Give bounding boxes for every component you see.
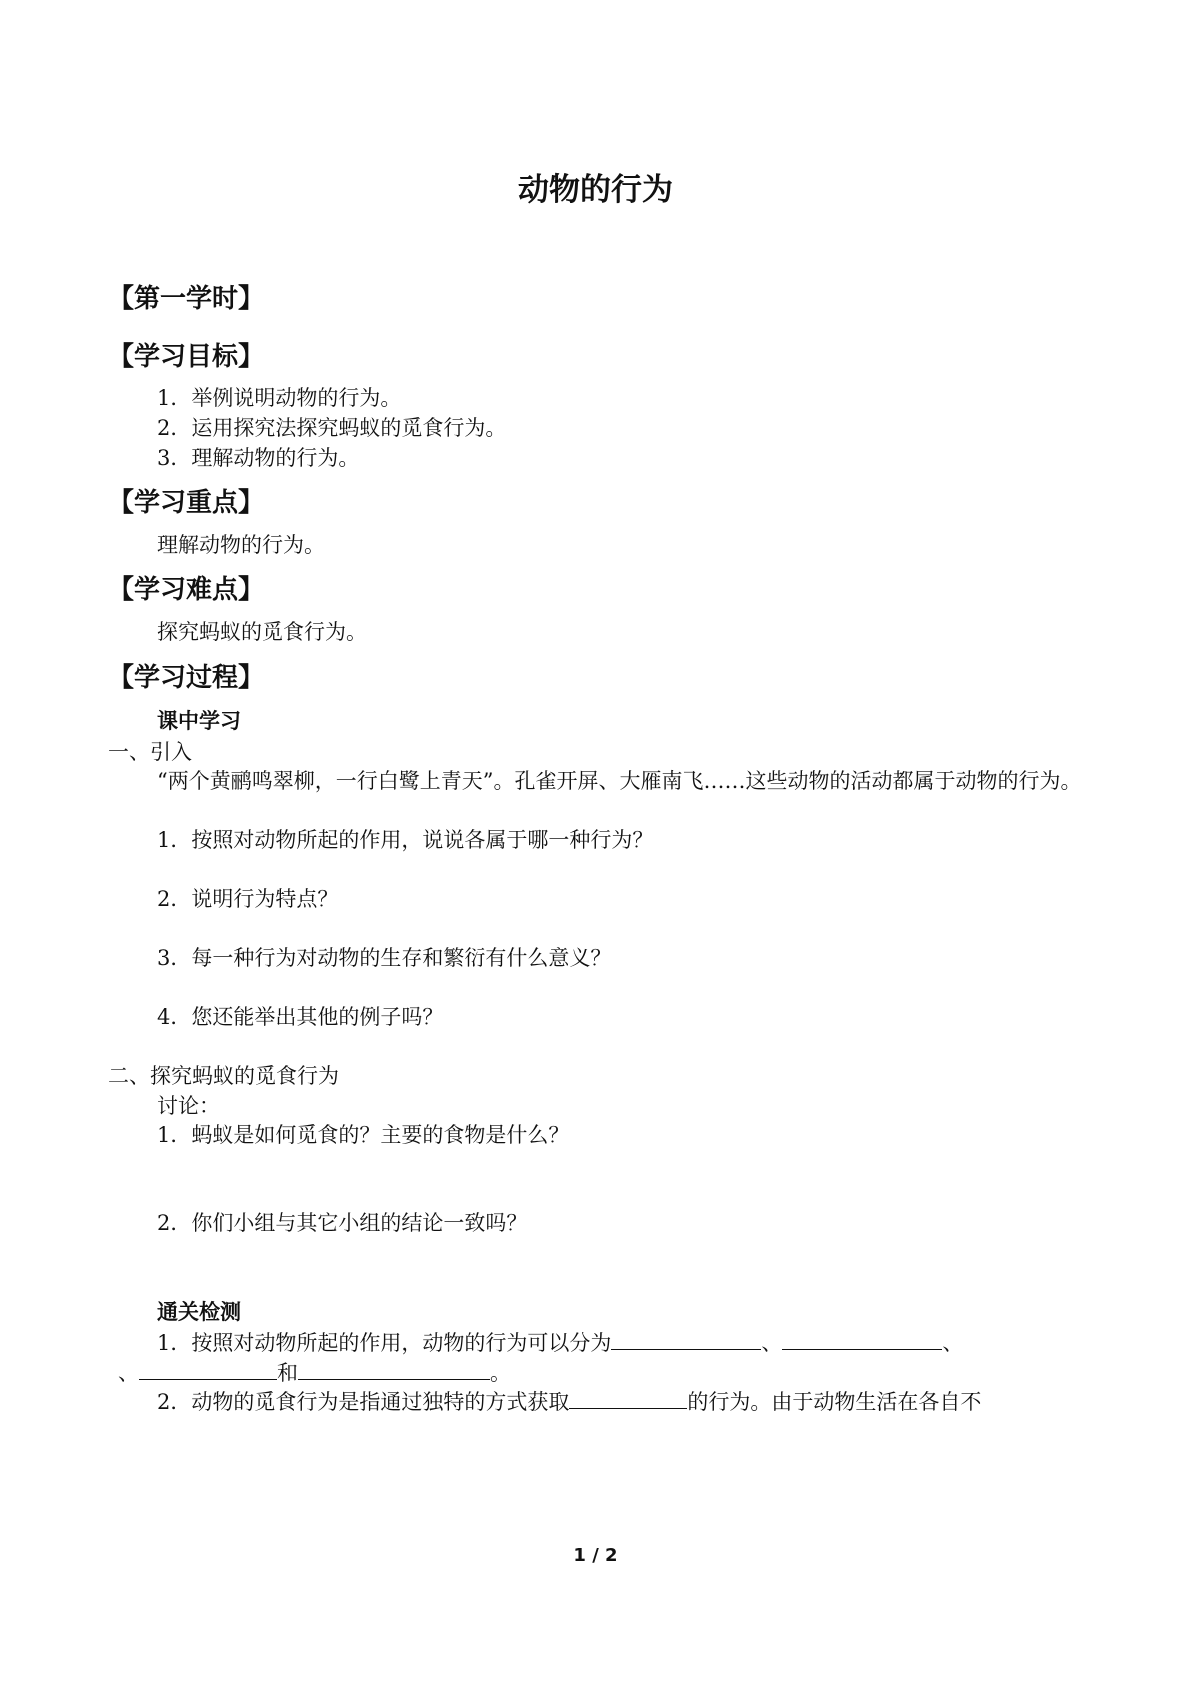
objectives-heading: 【学习目标】: [108, 342, 265, 372]
discussion-question: 1．蚂蚁是如何觅食的？主要的食物是什么？: [157, 1123, 570, 1147]
lesson-heading: 【第一学时】: [108, 284, 265, 314]
key-point-heading: 【学习重点】: [108, 488, 265, 518]
check-q2-text: 2．动物的觅食行为是指通过独特的方式获取: [157, 1390, 570, 1414]
question-item: 3．每一种行为对动物的生存和繁衍有什么意义？: [157, 946, 612, 970]
check-q1-and: 和: [277, 1361, 298, 1385]
answer-blank[interactable]: [782, 1327, 942, 1350]
process-heading: 【学习过程】: [108, 663, 265, 693]
in-class-subheading: 课中学习: [157, 709, 241, 733]
question-item: 1．按照对动物所起的作用，说说各属于哪一种行为？: [157, 828, 654, 852]
page-number: 1 / 2: [573, 1545, 618, 1566]
part1-title: 一、引入: [108, 740, 192, 764]
check-question-2: [157, 1386, 981, 1417]
separator: 、: [942, 1331, 964, 1355]
check-question-1-cont: [118, 1357, 511, 1388]
discussion-label: 讨论：: [157, 1094, 220, 1118]
discussion-question: 2．你们小组与其它小组的结论一致吗？: [157, 1211, 528, 1235]
part2-title: 二、探究蚂蚁的觅食行为: [108, 1064, 339, 1088]
objective-item: 2．运用探究法探究蚂蚁的觅食行为。: [157, 416, 507, 440]
answer-blank[interactable]: [139, 1357, 277, 1380]
question-item: 4．您还能举出其他的例子吗？: [157, 1005, 444, 1029]
key-point-text: 理解动物的行为。: [157, 533, 325, 557]
difficulty-text: 探究蚂蚁的觅食行为。: [157, 620, 367, 644]
separator: 、: [761, 1331, 783, 1355]
check-question-1: [157, 1327, 963, 1358]
question-item: 2．说明行为特点？: [157, 887, 339, 911]
check-heading: 通关检测: [157, 1300, 241, 1324]
document-title: 动物的行为: [518, 172, 673, 208]
check-q1-end: 。: [490, 1361, 511, 1385]
separator: 、: [118, 1361, 139, 1385]
objective-item: 1．举例说明动物的行为。: [157, 386, 402, 410]
answer-blank[interactable]: [611, 1327, 761, 1350]
intro-paragraph: “两个黄鹂鸣翠柳，一行白鹭上青天”。孔雀开屏、大雁南飞……这些动物的活动都属于动物的行为。: [157, 769, 1082, 793]
check-q1-text: 1．按照对动物所起的作用，动物的行为可以分为: [157, 1331, 612, 1355]
answer-blank[interactable]: [298, 1357, 490, 1380]
objective-item: 3．理解动物的行为。: [157, 446, 360, 470]
difficulty-heading: 【学习难点】: [108, 575, 265, 605]
check-q2-text-cont: 的行为。由于动物生活在各自不: [687, 1390, 982, 1414]
answer-blank[interactable]: [569, 1386, 687, 1409]
